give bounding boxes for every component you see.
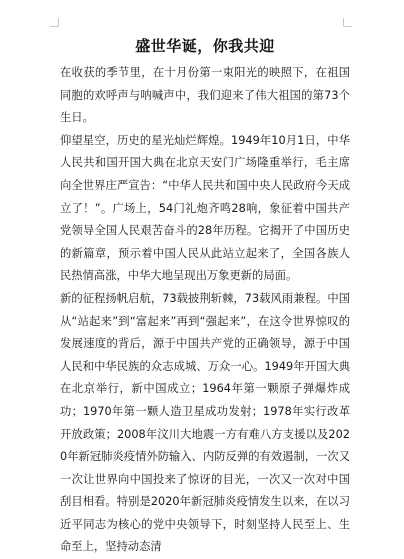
margin-corner-mark [343,18,352,27]
paragraph: 新的征程扬帆启航，73载披荆斩棘，73载风雨兼程。中国从“站起来”到“富起来”再到“强起来”，在这令世界惊叹的发展速度的背后，源于中国共产党的正确领导，源于中国人民和中华民族的众志成城、万众一心。1949年开国大典在北京举行，新中国成立；1964年第一颗原子弹爆炸成功；1970年第一颗人造卫星成功发射；1978年实行改革开放政策；2008年汶川大地震一方有难八方支援以及2020年新冠肺炎疫情外防输入、内防反弹的有效遏制，一次又一次让世界向中国投来了惊讶的目光，一次又一次对中国刮目相看。特别是2020年新冠肺炎疫情发生以来，在以习近平同志为核心的党中央领导下，时刻坚持人民至上、生命至上，坚持动态清 [60,291,350,554]
paragraph: 在收获的季节里，在十月份第一束阳光的映照下，在祖国同胞的欢呼声与呐喊声中，我们迎来了伟大祖国的第73个生日。 [60,66,350,125]
document-body[interactable] [60,34,350,559]
margin-corner-mark [50,18,59,27]
document-title: 盛世华诞，你我共迎 [135,37,275,55]
paragraph: 仰望星空，历史的星光灿烂辉煌。1949年10月1日，中华人民共和国开国大典在北京天安门广场隆重举行，毛主席向全世界庄严宣告：“中华人民共和国中央人民政府今天成立了！”。广场上，54门礼炮齐鸣28响，象征着中国共产党领导全国人民艰苦奋斗的28年历程。它揭开了中国历史的新篇章，预示着中国人民从此站立起来了，全国各族人民热情高涨，中华大地呈现出万象更新的局面。 [60,133,350,283]
